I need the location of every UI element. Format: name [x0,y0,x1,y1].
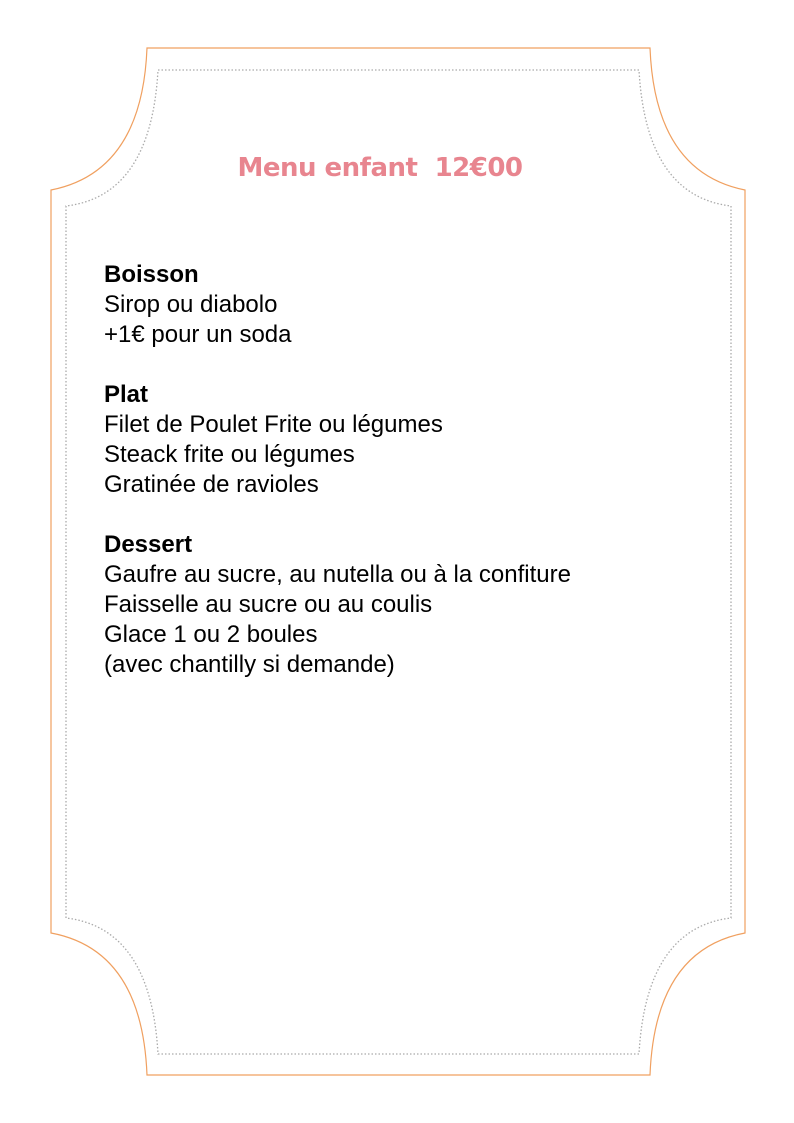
menu-item: Faisselle au sucre ou au coulis [104,591,433,618]
menu-item: (avec chantilly si demande) [104,651,395,678]
section-heading: Dessert [104,531,193,558]
menu-item: Sirop ou diabolo [104,291,278,318]
menu-title: Menu enfant 12€00 [237,153,523,183]
section-boisson [104,260,724,350]
menu-item: Filet de Poulet Frite ou légumes [104,411,443,438]
section-dessert [104,530,724,680]
section-heading: Plat [104,381,149,408]
menu-content [104,260,724,710]
section-plat [104,380,724,500]
menu-item: Gratinée de ravioles [104,471,319,498]
menu-item: Gaufre au sucre, au nutella ou à la confiture [104,561,571,588]
menu-item: Glace 1 ou 2 boules [104,621,318,648]
menu-item: Steack frite ou légumes [104,441,355,468]
menu-item: +1€ pour un soda [104,321,292,348]
section-heading: Boisson [104,261,199,288]
